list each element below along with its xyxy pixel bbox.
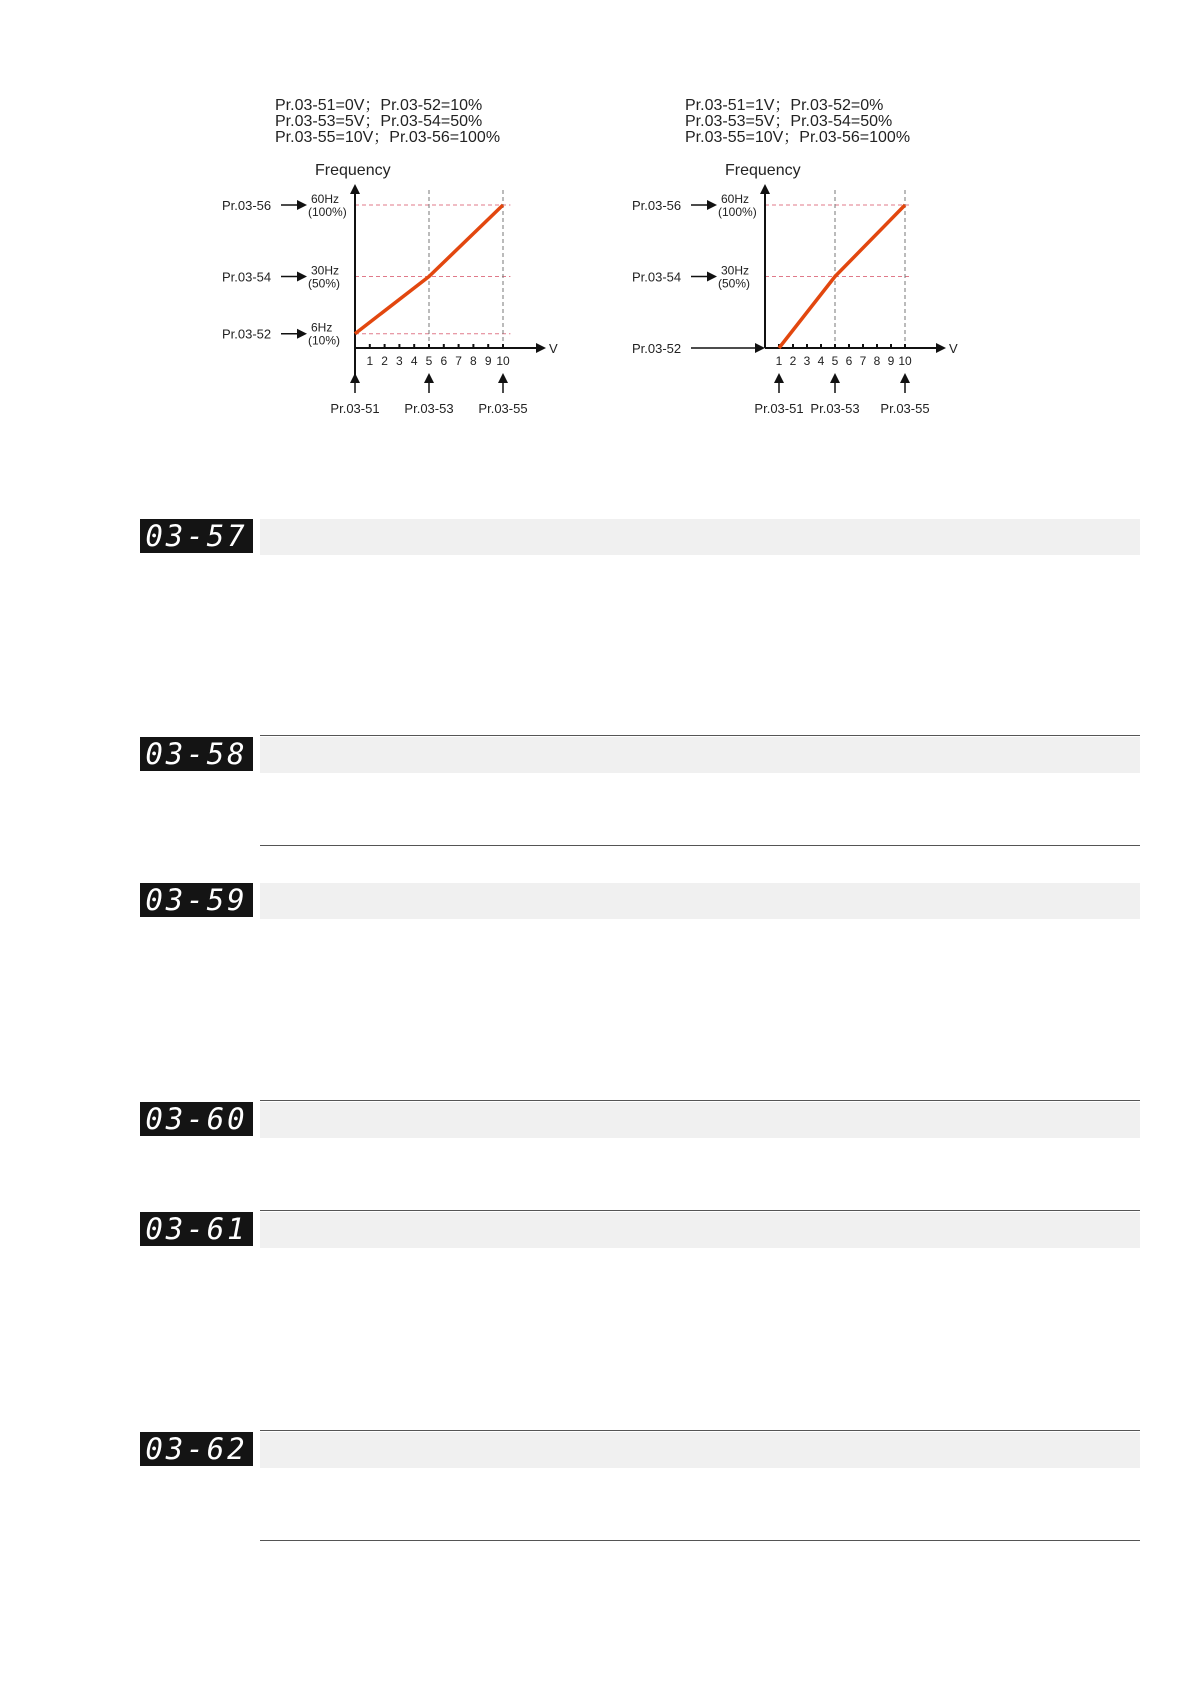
divider (260, 845, 1140, 846)
x-tick-label: 4 (410, 354, 418, 368)
x-tick-label: 4 (817, 354, 825, 368)
settings-line: Pr.03-55=10V；Pr.03-56=100% (685, 129, 911, 146)
chart-right (625, 0, 995, 440)
x-param-label: Pr.03-55 (880, 401, 930, 416)
x-tick-label: 2 (789, 354, 797, 368)
y-param-label: Pr.03-52 (632, 341, 682, 356)
x-tick-label: 8 (873, 354, 881, 368)
x-tick-label: 6 (440, 354, 448, 368)
x-tick-label: 7 (455, 354, 462, 368)
y-param-arrow-head (297, 200, 307, 210)
x-axis-label: V (549, 341, 558, 356)
x-tick-label: 1 (366, 354, 374, 368)
param-title-bar (260, 1102, 1140, 1138)
x-axis-arrow (536, 343, 546, 353)
divider (260, 735, 1140, 736)
y-value-label: 6Hz (311, 320, 333, 335)
param-code-badge: 03-62 (140, 1432, 253, 1466)
y-axis-arrow (350, 184, 360, 194)
chart-left (210, 0, 580, 440)
y-value-label: 60Hz (721, 192, 750, 206)
param-code-badge: 03-57 (140, 519, 253, 553)
y-param-arrow-head (707, 272, 717, 282)
y-percent-label: (10%) (308, 333, 341, 348)
y-axis-label: Frequency (315, 162, 391, 179)
x-param-arrow-head (350, 373, 360, 383)
y-percent-label: (50%) (308, 276, 341, 291)
x-tick-label: 10 (496, 354, 510, 368)
y-percent-label: (100%) (718, 205, 757, 219)
x-param-label: Pr.03-51 (330, 401, 380, 416)
x-tick-label: 3 (396, 354, 403, 368)
param-title-bar (260, 737, 1140, 773)
y-param-label: Pr.03-54 (222, 269, 272, 285)
x-param-arrow-head (424, 373, 434, 383)
y-axis-arrow (760, 184, 770, 194)
divider (260, 1210, 1140, 1211)
y-value-label: 30Hz (311, 263, 340, 278)
y-param-label: Pr.03-52 (222, 326, 272, 342)
param-code-badge: 03-59 (140, 883, 253, 917)
divider (260, 1540, 1140, 1541)
divider (260, 1430, 1140, 1431)
x-param-label: Pr.03-53 (810, 401, 860, 416)
settings-line: Pr.03-55=10V；Pr.03-56=100% (275, 129, 501, 146)
y-param-arrow-head (297, 329, 307, 339)
y-param-arrow-head (755, 343, 765, 353)
param-title-bar (260, 1212, 1140, 1248)
param-code-badge: 03-58 (140, 737, 253, 771)
y-axis-label: Frequency (725, 162, 801, 179)
param-title-bar (260, 883, 1140, 919)
x-tick-label: 6 (845, 354, 853, 368)
settings-line: Pr.03-51=0V；Pr.03-52=10% (275, 97, 483, 114)
x-tick-label: 9 (887, 354, 895, 368)
y-percent-label: (100%) (308, 205, 347, 219)
y-value-label: 30Hz (721, 263, 750, 278)
x-param-arrow-head (774, 373, 784, 383)
x-param-arrow-head (498, 373, 508, 383)
x-tick-label: 5 (425, 354, 433, 368)
x-tick-label: 3 (803, 354, 811, 368)
y-param-arrow-head (707, 200, 717, 210)
y-param-label: Pr.03-54 (632, 269, 682, 285)
x-axis-arrow (936, 343, 946, 353)
x-param-label: Pr.03-55 (478, 401, 528, 416)
settings-line: Pr.03-53=5V；Pr.03-54=50% (275, 113, 483, 130)
settings-line: Pr.03-51=1V；Pr.03-52=0% (685, 97, 884, 114)
y-param-label: Pr.03-56 (632, 198, 682, 213)
x-tick-label: 7 (859, 354, 867, 368)
x-tick-label: 8 (470, 354, 477, 368)
settings-line: Pr.03-53=5V；Pr.03-54=50% (685, 113, 893, 130)
x-param-arrow-head (830, 373, 840, 383)
x-param-arrow-head (900, 373, 910, 383)
y-percent-label: (50%) (718, 276, 751, 291)
param-code-badge: 03-60 (140, 1102, 253, 1136)
x-tick-label: 2 (381, 354, 388, 368)
divider (260, 1100, 1140, 1101)
x-param-label: Pr.03-53 (404, 401, 454, 416)
x-axis-label: V (949, 341, 958, 356)
y-param-label: Pr.03-56 (222, 198, 272, 213)
x-tick-label: 1 (775, 354, 783, 368)
param-code-badge: 03-61 (140, 1212, 253, 1246)
x-tick-label: 5 (831, 354, 839, 368)
x-tick-label: 9 (484, 354, 492, 368)
y-value-label: 60Hz (311, 192, 340, 206)
x-param-label: Pr.03-51 (754, 401, 804, 416)
x-tick-label: 10 (898, 354, 912, 368)
param-title-bar (260, 519, 1140, 555)
y-param-arrow-head (297, 272, 307, 282)
param-title-bar (260, 1432, 1140, 1468)
